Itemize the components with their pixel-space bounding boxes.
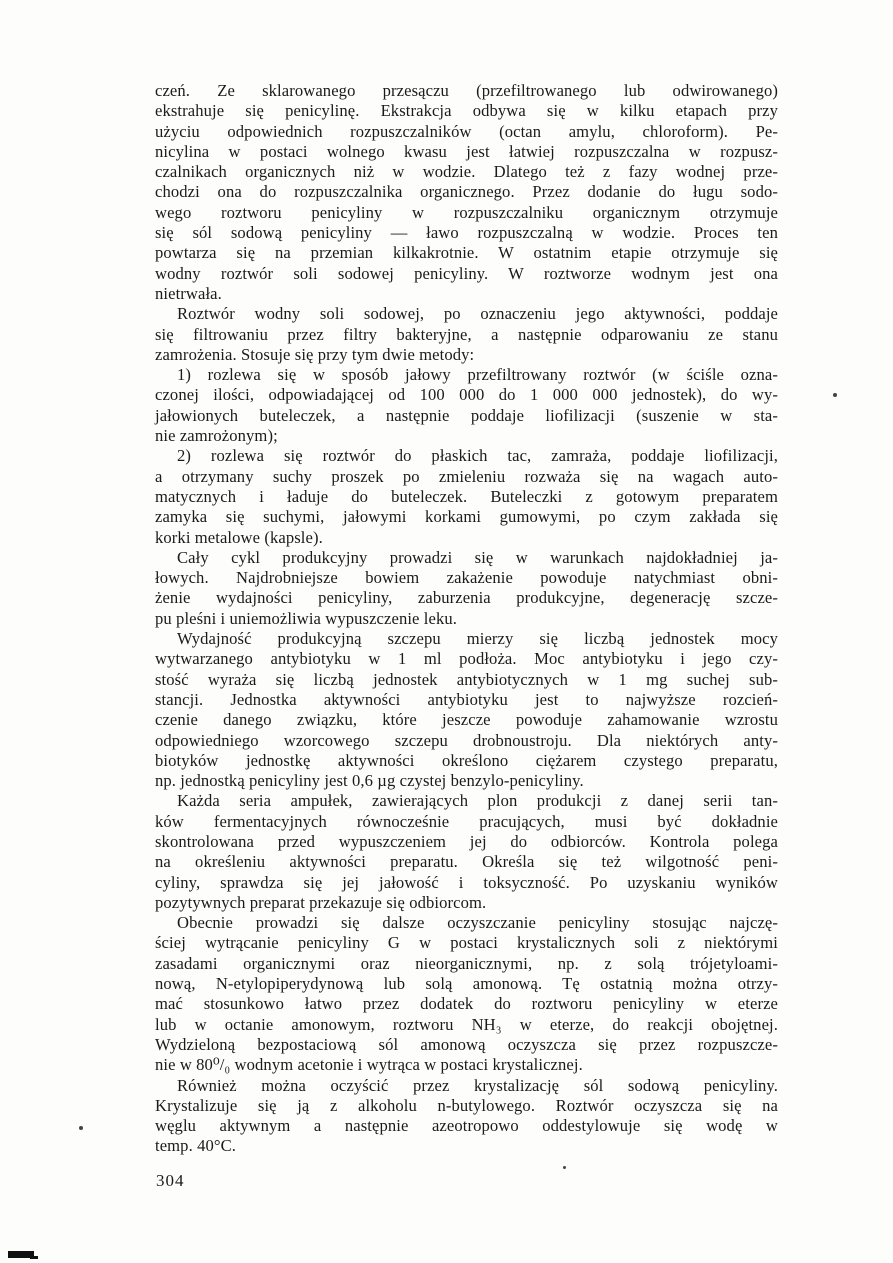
text-line: czonej ilości, odpowiadającej od 100 000 do 1 000 000 jednostek), do wy-: [155, 385, 778, 405]
text-line: wytwarzanego antybiotyku w 1 ml podłoża. Moc antybiotyku i jego czy-: [155, 649, 778, 669]
text-line: zasadami organicznymi oraz nieorganicznymi, np. z solą trójetyloami-: [155, 953, 778, 973]
scan-artifact: [30, 1256, 38, 1259]
text-line: stość wyraża się liczbą jednostek antybiotycznych w 1 mg suchej sub-: [155, 669, 778, 689]
text-line: się filtrowaniu przez filtry bakteryjne, a następnie odparowaniu ze stanu: [155, 324, 778, 344]
text-line: zamyka się suchymi, jałowymi korkami gumowymi, po czym zakłada się: [155, 507, 778, 527]
text-line: Każda seria ampułek, zawierających plon produkcji z danej serii tan-: [177, 791, 778, 811]
text-line: stancji. Jednostka aktywności antybiotyku jest to najwyższe rozcień-: [155, 689, 778, 709]
text-line: Roztwór wodny soli sodowej, po oznaczeniu jego aktywności, poddaje: [177, 304, 778, 324]
text-line: Cały cykl produkcyjny prowadzi się w warunkach najdokładniej ja-: [177, 547, 778, 567]
page-number: 304: [156, 1171, 185, 1190]
text-line: chodzi ona do rozpuszczalnika organicznego. Przez dodanie do ługu sodo-: [155, 182, 778, 202]
text-line: korki metalowe (kapsle).: [155, 527, 323, 547]
paragraph: [155, 913, 778, 1075]
scan-artifact: [833, 393, 837, 397]
text-line: węglu aktywnym a następnie azeotropowo oddestylowuje się wodę w: [155, 1116, 778, 1136]
text-line: pozytywnych preparat przekazuje się odbiorcom.: [155, 892, 487, 912]
page-text: [155, 81, 778, 1157]
text-line: wego roztworu penicyliny w rozpuszczalniku organicznym otrzymuje: [155, 202, 778, 222]
text-line: nową, N-etylopiperydynową lub solą amonową. Tę ostatnią można otrzy-: [155, 974, 778, 994]
text-line: czalnikach organicznych niż w wodzie. Dlatego też z fazy wodnej prze-: [155, 162, 778, 182]
text-line: skontrolowana przed wypuszczeniem jej do odbiorców. Kontrola polega: [155, 831, 778, 851]
paragraph: [155, 304, 778, 365]
text-line: zamrożenia. Stosuje się przy tym dwie metody:: [155, 344, 475, 364]
text-line: nie zamrożonym);: [155, 426, 278, 446]
text-line: biotyków jednostkę aktywności określono ciężarem czystego preparatu,: [155, 750, 778, 770]
text-line: cyliny, sprawdza się jej jałowość i toksyczność. Po uzyskaniu wyników: [155, 872, 778, 892]
text-line: ekstrahuje się penicylinę. Ekstrakcja odbywa się w kilku etapach przy: [155, 101, 778, 121]
text-line: się sól sodową penicyliny — ławo rozpuszczalną w wodzie. Proces ten: [155, 223, 778, 243]
text-line: wodny roztwór soli sodowej penicyliny. W roztworze wodnym jest ona: [155, 263, 778, 283]
text-line: nietrwała.: [155, 283, 222, 303]
text-line: 1) rozlewa się w sposób jałowy przefiltrowany roztwór (w ściśle ozna-: [177, 365, 778, 385]
text-line: lub w octanie amonowym, roztworu NH₃ w eterze, do reakcji obojętnej.: [155, 1014, 778, 1034]
text-line: 2) rozlewa się roztwór do płaskich tac, zamraża, poddaje liofilizacji,: [177, 446, 778, 466]
text-line: ków fermentacyjnych równocześnie pracujących, musi być dokładnie: [155, 811, 778, 831]
text-line: czenie danego związku, które jeszcze powoduje zahamowanie wzrostu: [155, 710, 778, 730]
text-line: Wydzieloną bezpostaciową sól amonową oczyszcza się przez rozpuszcze-: [155, 1034, 778, 1054]
text-line: Obecnie prowadzi się dalsze oczyszczanie penicyliny stosując najczę-: [177, 913, 778, 933]
text-line: na określeniu aktywności preparatu. Określa się też wilgotność peni-: [155, 852, 778, 872]
text-line: czeń. Ze sklarowanego przesączu (przefiltrowanego lub odwirowanego): [155, 81, 778, 100]
text-line: nie w 80⁰/₀ wodnym acetonie i wytrąca w postaci krystalicznej.: [155, 1055, 583, 1075]
text-line: Również można oczyścić przez krystalizację sól sodową penicyliny.: [177, 1075, 778, 1095]
text-line: łowych. Najdrobniejsze bowiem zakażenie powoduje natychmiast obni-: [155, 568, 778, 588]
paragraph: [155, 81, 778, 304]
paragraph: [155, 791, 778, 913]
text-line: powtarza się na przemian kilkakrotnie. W ostatnim etapie otrzymuje się: [155, 243, 778, 263]
text-line: pu pleśni i uniemożliwia wypuszczenie leku.: [155, 608, 457, 628]
text-line: użyciu odpowiednich rozpuszczalników (octan amylu, chloroform). Pe-: [155, 121, 778, 141]
text-line: Krystalizuje się ją z alkoholu n-butylowego. Roztwór oczyszcza się na: [155, 1095, 778, 1115]
text-line: Wydajność produkcyjną szczepu mierzy się liczbą jednostek mocy: [177, 629, 778, 649]
scan-artifact: [79, 1126, 83, 1130]
text-line: temp. 40°C.: [155, 1136, 237, 1156]
scan-artifact: [563, 1166, 566, 1169]
paragraph: [155, 365, 778, 446]
text-line: nicylina w postaci wolnego kwasu jest łatwiej rozpuszczalna w rozpusz-: [155, 141, 778, 161]
text-line: a otrzymany suchy proszek po zmieleniu rozważa się na wagach auto-: [155, 466, 778, 486]
paragraph: [155, 446, 778, 547]
paragraph: [155, 1076, 778, 1157]
text-line: żenie wydajności penicyliny, zaburzenia produkcyjne, degenerację szcze-: [155, 588, 778, 608]
text-line: np. jednostką penicyliny jest 0,6 µg czystej benzylo-penicyliny.: [155, 771, 584, 791]
text-line: matycznych i ładuje do buteleczek. Buteleczki z gotowym preparatem: [155, 486, 778, 506]
text-line: jałowionych buteleczek, a następnie poddaje liofilizacji (suszenie w sta-: [155, 405, 778, 425]
paragraph: [155, 629, 778, 791]
text-line: mać stosunkowo łatwo przez dodatek do roztworu penicyliny w eterze: [155, 994, 778, 1014]
paragraph: [155, 548, 778, 629]
text-line: odpowiedniego wzorcowego szczepu drobnoustroju. Dla niektórych anty-: [155, 730, 778, 750]
text-line: ściej wytrącanie penicyliny G w postaci krystalicznych soli z niektórymi: [155, 933, 778, 953]
